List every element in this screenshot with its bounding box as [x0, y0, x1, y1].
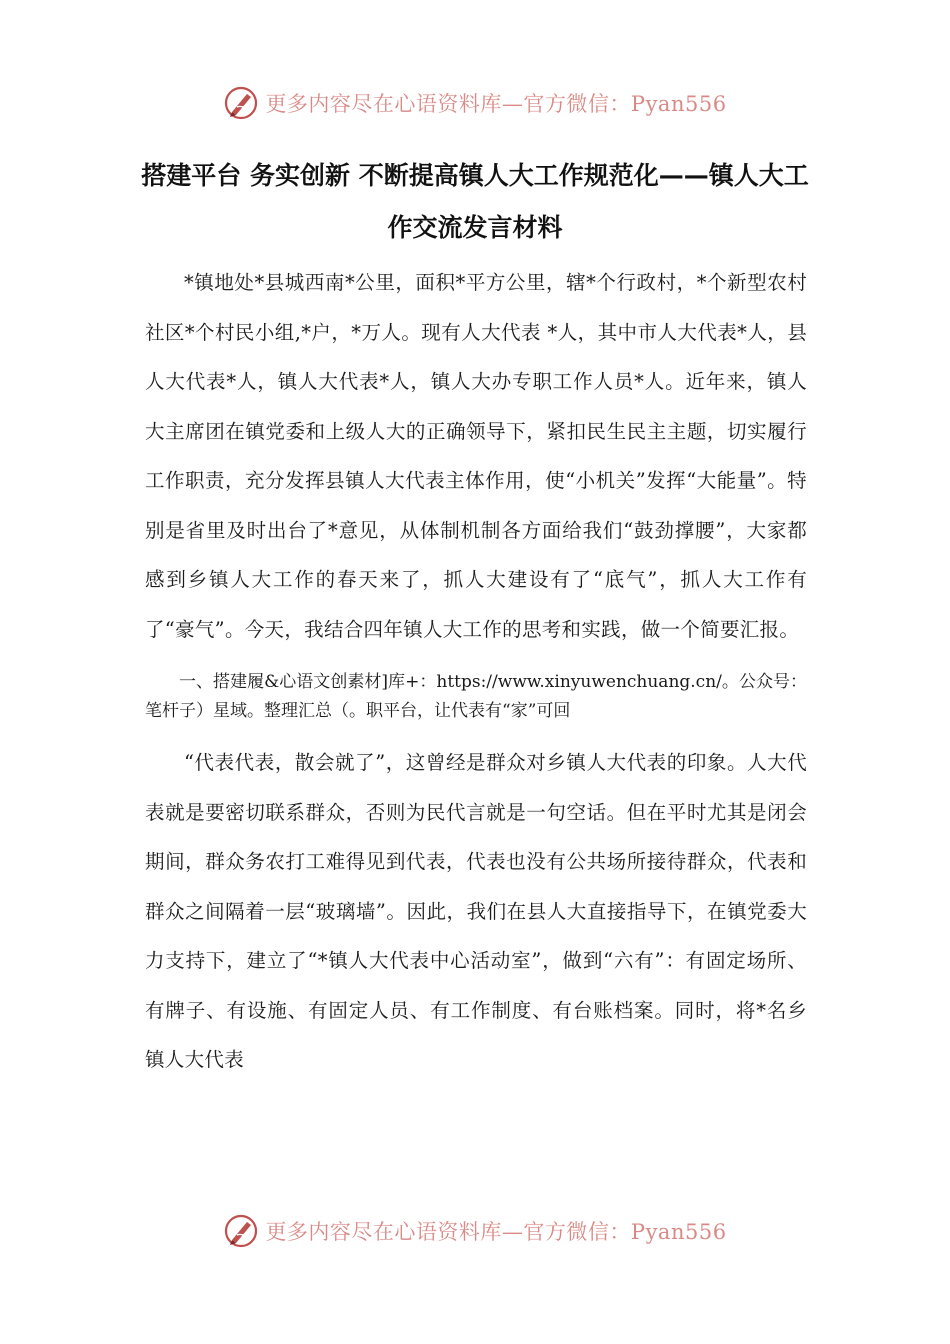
- watermark-banner-top: [0, 80, 950, 126]
- watermark-text: 更多内容尽在心语资料库—官方微信：Pyan556: [265, 92, 727, 116]
- pen-circle-logo-icon: [223, 1213, 259, 1249]
- watermark-banner-bottom: [0, 1208, 950, 1254]
- watermark-text: 更多内容尽在心语资料库—官方微信：Pyan556: [265, 1220, 727, 1244]
- paragraph-intro: *镇地处*县城西南*公里，面积*平方公里，辖*个行政村，*个新型农村社区*个村民小组,*户，*万人。现有人大代表 *人，其中市人大代表*人，县人大代表*人，镇人大代表*人，镇人大办专职工作人员*人。近年来，镇人大主席团在镇党委和上级人大的正确领导下，紧扣民生民主主题，切实履行工作职责，充分发挥县镇人大代表主体作用，使“小机关”发挥“大能量”。特别是省里及时出台了*意见，从体制机制各方面给我们“鼓劲撑腰”，大家都感到乡镇人大工作的春天来了，抓人大建设有了“底气”，抓人大工作有了“豪气”。今天，我结合四年镇人大工作的思考和实践，做一个简要汇报。: [145, 271, 807, 641]
- paragraph-section-1: “代表代表，散会就了”，这曾经是群众对乡镇人大代表的印象。人大代表就是要密切联系群众，否则为民代言就是一句空话。但在平时尤其是闭会期间，群众务农打工难得见到代表，代表也没有公共场所接待群众，代表和群众之间隔着一层“玻璃墙”。因此，我们在县人大直接指导下，在镇党委大力支持下，建立了“*镇人大代表中心活动室”，做到“六有”：有固定场所、有牌子、有设施、有固定人员、有工作制度、有台账档案。同时，将*名乡镇人大代表: [145, 751, 807, 1071]
- watermark-content: [223, 85, 726, 121]
- watermark-content: [223, 1213, 726, 1249]
- document-title: 搭建平台 务实创新 不断提高镇人大工作规范化——镇人大工作交流发言材料: [141, 161, 809, 242]
- document-body: [145, 258, 807, 1085]
- pen-circle-logo-icon: [223, 85, 259, 121]
- section-heading-1: 一、搭建履&心语文创素材]库+：https://www.xinyuwenchuang.cn/。公众号：笔杆子）星域。整理汇总（。职平台，让代表有“家”可回: [145, 672, 807, 721]
